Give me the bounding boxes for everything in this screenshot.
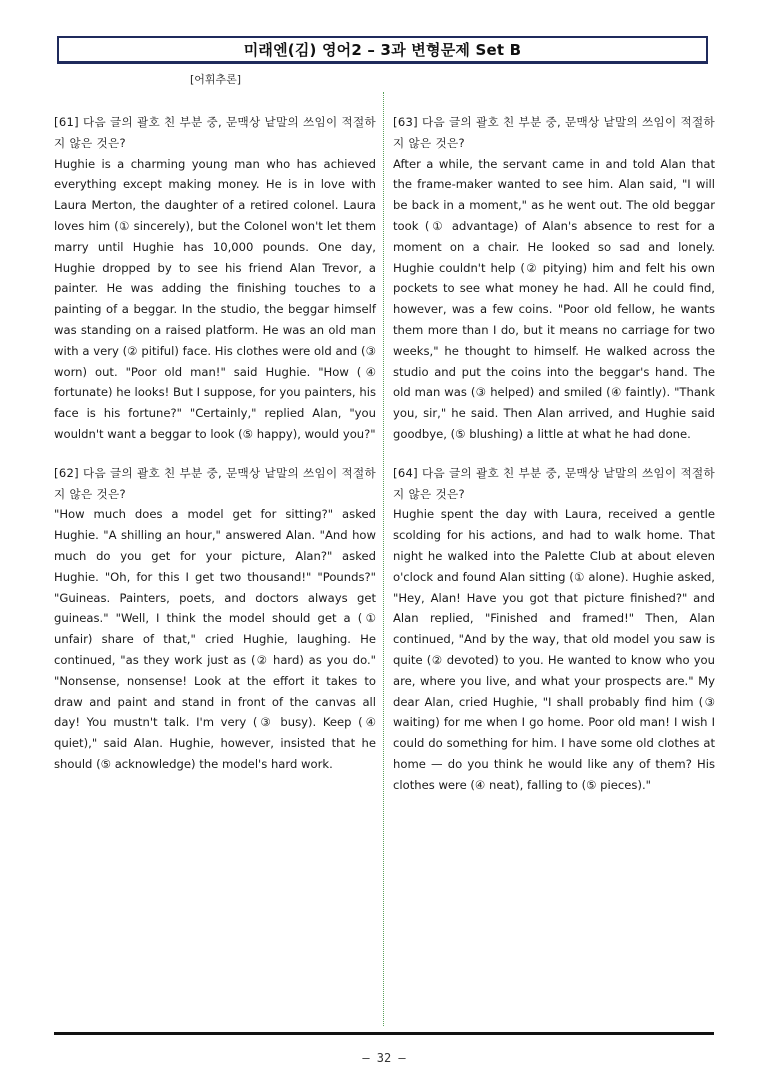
question-heading: [62] 다음 글의 괄호 친 부분 중, 문맥상 낱말의 쓰임이 적절하지 않은 것은? <box>54 465 376 501</box>
page-title-text: 미래엔(김) 영어2 – 3과 변형문제 Set B <box>243 41 522 59</box>
question-passage: "How much does a model get for sitting?" asked Hughie. "A shilling an hour," answered Alan. "And how much do you get for your picture, Alan?" asked Hughie. "Oh, for this I get two thousand!" "Pounds?" "Guineas. Painters, poets, and doctors always get guineas." "Well, I think the model should get a (① unfair) share of that," cried Hughie, laughing. He continued, "as they work just as (② hard) as you do." "Nonsense, nonsense! Look at the effort it takes to draw and paint and stand in front of the canvas all day! You mustn't talk. I'm very (③ busy). Keep (④ quiet)," said Alan. Hughie, however, insisted that he should (⑤ acknowledge) the model's hard work. <box>54 507 376 771</box>
question-63 <box>393 112 715 445</box>
page-number: – 32 – <box>362 1051 406 1065</box>
left-column <box>54 112 376 793</box>
column-divider <box>383 92 384 1026</box>
section-tag: [어휘추론] <box>190 73 242 86</box>
question-62 <box>54 463 376 775</box>
question-passage: After a while, the servant came in and told Alan that the frame-maker wanted to see him. Alan said, "I will be back in a moment," as he went out. The old beggar took (① advantage) of Alan's absence to rest for a moment on a chair. He looked so sad and lonely. Hughie couldn't help (② pitying) him and felt his own pockets to see what money he had. All he could find, however, was a few coins. "Poor old fellow, he wants them more than I do, but it means no carriage for two weeks," he thought to himself. He walked across the studio and put the coins into the beggar's hand. The old man was (③ helped) and smiled (④ faintly). "Thank you, sir," he said. Then Alan arrived, and Hughie said goodbye, (⑤ blushing) a little at what he had done. <box>393 156 715 441</box>
question-passage: Hughie is a charming young man who has achieved everything except making money. He is in love with Laura Merton, the daughter of a retired colonel. Laura loves him (① sincerely), but the Colonel won't let them marry until Hughie has 10,000 pounds. One day, Hughie dropped by to see his friend Alan Trevor, a painter. He was adding the finishing touches to a painting of a beggar. In the studio, the beggar himself was standing on a raised platform. He was an old man with a very (② pitiful) face. His clothes were old and (③ worn) out. "Poor old man!" said Hughie. "How (④ fortunate) he looks! But I suppose, for you painters, his face is his fortune?" "Certainly," replied Alan, "you wouldn't want a beggar to look (⑤ happy), would you?" <box>54 156 376 441</box>
page-title <box>57 36 708 64</box>
question-heading: [61] 다음 글의 괄호 친 부분 중, 문맥상 낱말의 쓰임이 적절하지 않은 것은? <box>54 115 376 150</box>
question-heading: [64] 다음 글의 괄호 친 부분 중, 문맥상 낱말의 쓰임이 적절하지 않은 것은? <box>393 465 715 501</box>
right-column <box>393 112 715 814</box>
question-heading: [63] 다음 글의 괄호 친 부분 중, 문맥상 낱말의 쓰임이 적절하지 않은 것은? <box>393 115 715 150</box>
footer-rule <box>54 1032 714 1035</box>
question-64 <box>393 463 715 796</box>
question-passage: Hughie spent the day with Laura, received a gentle scolding for his actions, and had to walk home. That night he walked into the Palette Club at about eleven o'clock and found Alan sitting (① alone). Hughie asked, "Hey, Alan! Have you got that picture finished?" and Alan replied, "Finished and framed!" Then, Alan continued, "And by the way, that old model you saw is quite (② devoted) to you. He wanted to know who you are, where you live, and what your prospects are." My dear Alan, cried Hughie, "I shall probably find him (③ waiting) for me when I go home. Poor old man! I wish I could do something for him. I have some old clothes at home — do you think he would like any of them? His clothes were (④ neat), falling to (⑤ pieces)." <box>393 507 715 792</box>
question-61 <box>54 112 376 445</box>
